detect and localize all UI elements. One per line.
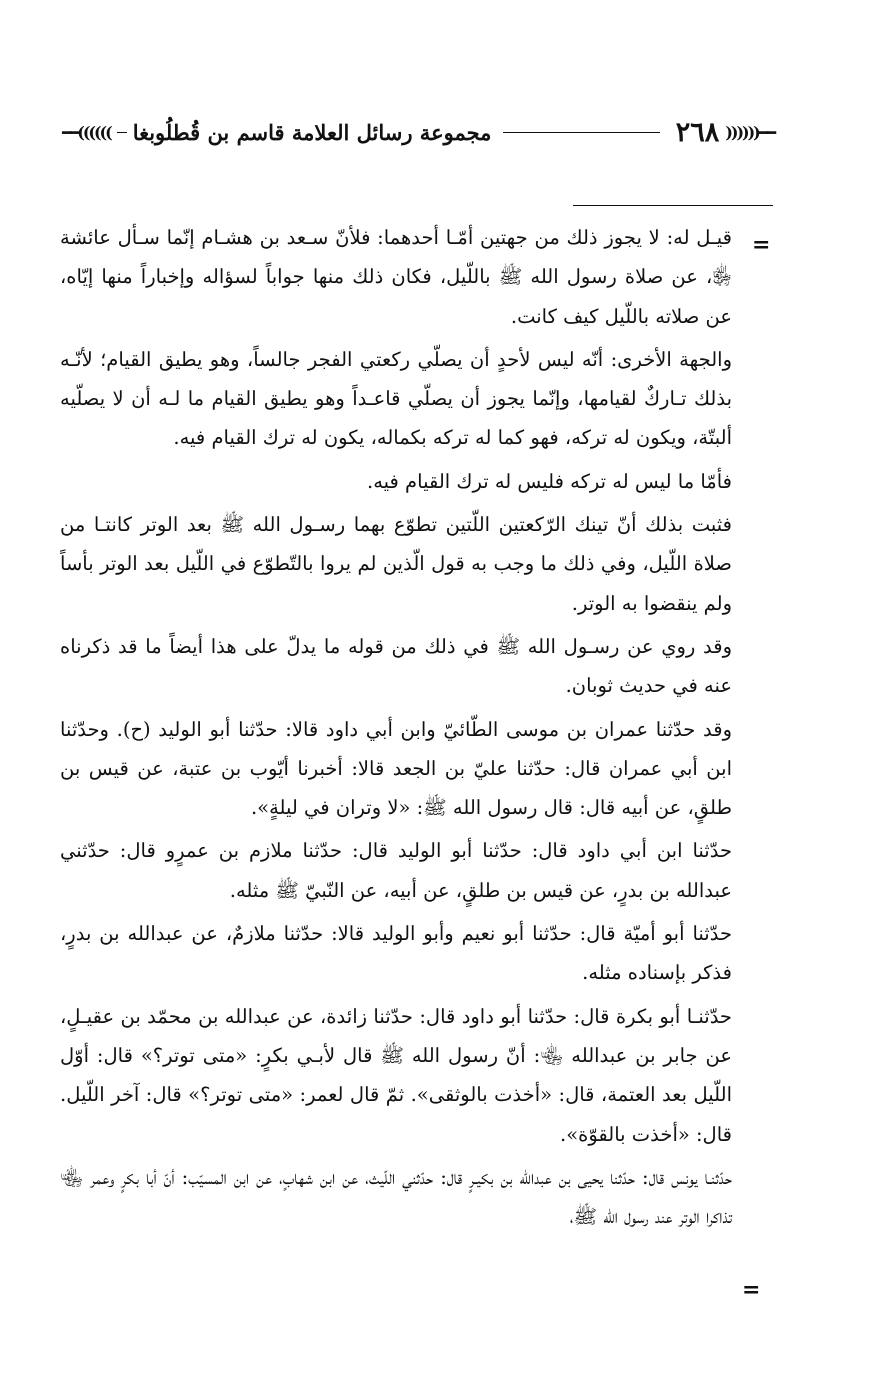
paragraph: فثبت بذلك أنّ تينك الرّكعتين اللّتين تطوّع بهما رسـول الله ﷺ بعد الوتر كانتـا من صلاة اللّيل، وفي ذلك ما وجب به قول الّذين لم يروا بالتّطوّع في اللّيل بعد الوتر بأساً ولم ينقضوا به الوتر. (60, 513, 732, 615)
paragraph: والجهة الأخرى: أنّه ليس لأحدٍ أن يصلّي ركعتي الفجر جالساً، وهو يطيق القيام؛ لأنّـه بذلك تـاركٌ لقيامها، وإنّما يجوز أن يصلّي قاعـداً وهو يطيق القيام ما لـه أن لا يصلّيه ألبتّة، ويكون له تركه، فهو كما له تركه بكماله، يكون له ترك القيام فيه. (60, 347, 732, 450)
paragraph: حدّثنا ابن أبي داود قال: حدّثنا أبو الوليد قال: حدّثنا ملازم بن عمرٍو قال: حدّثني عبدالله بن بدرٍ، عن قيس بن طلقٍ، عن أبيه، عن النّبيّ ﷺ مثله. (60, 839, 732, 902)
paragraph: حدّثنـا أبو بكرة قال: حدّثنا أبو داود قال: حدّثنا زائدة، عن عبدالله بن محمّد بن عقيـلٍ، عن جابر بن عبدالله ﵄: أنّ رسول الله ﷺ قال لأبـي بكرٍ: «متى توتر؟» قال: أوّل اللّيل بعد العتمة، قال: «أخذت بالوثقى». ثمّ قال لعمر: «متى توتر؟» قال: آخر اللّيل. قال: «أخذت بالقوّة». (60, 1004, 732, 1146)
paragraph: حدّثنـا يونس قال: حدّثنا يحيى بن عبدالله بن بكيـرٍ قال: حدّثني اللّيث، عن ابن شهابٍ، عن ابن المسيّب: أنّ أبا بكرٍ وعمر ﵄ تذاكرا الوتر عند رسول الله ﷺ، (60, 1165, 732, 1229)
ornament-left: ))))))━━ (62, 122, 111, 142)
top-divider (573, 205, 773, 206)
book-title: مجموعة رسائل العلامة قاسم بن قُطلُوبغا (132, 119, 492, 145)
paragraph: وقد روي عن رسـول الله ﷺ في ذلك من قوله ما يدلّ على هذا أيضاً ما قد ذكرناه عنه في حديث ثوبان. (60, 634, 732, 698)
paragraph: وقد حدّثنا عمران بن موسى الطّائيّ وابن أبي داود قالا: حدّثنا أبو الوليد (ح). وحدّثنا ابن أبي عمران قال: حدّثنا عليّ بن الجعد قالا: أخبرنا أيّوب بن عتبة، عن قيس بن طلقٍ، عن أبيه قال: قال رسول الله ﷺ: «لا وتران في ليلةٍ». (60, 717, 732, 820)
continuation-mark-end: = (742, 1277, 761, 1303)
running-header (62, 112, 774, 152)
ornament-right: ━━(((((( (725, 122, 774, 142)
continuation-mark-start: = (752, 232, 771, 258)
page-body (60, 218, 732, 1240)
paragraph: قيـل له: لا يجوز ذلك من جهتين أمّـا أحدهما: فلأنّ سـعد بن هشـام إنّما سـأل عائشة ﵂، عن صلاة رسول الله ﷺ باللّيل، فكان ذلك منها جواباً لسؤاله وإخباراً منها إيّاه، عن صلاته باللّيل كيف كانت. (60, 226, 732, 328)
header-rule-short (117, 132, 127, 133)
paragraph: حدّثنا أبو أميّة قال: حدّثنا أبو نعيم وأبو الوليد قالا: حدّثنا ملازمٌ، عن عبدالله بن بدرٍ، فذكر بإسناده مثله. (60, 922, 732, 985)
page-number: ٢٦٨ (675, 116, 720, 148)
paragraph: فأمّا ما ليس له تركه فليس له ترك القيام فيه. (367, 469, 732, 493)
header-rule (503, 132, 659, 133)
